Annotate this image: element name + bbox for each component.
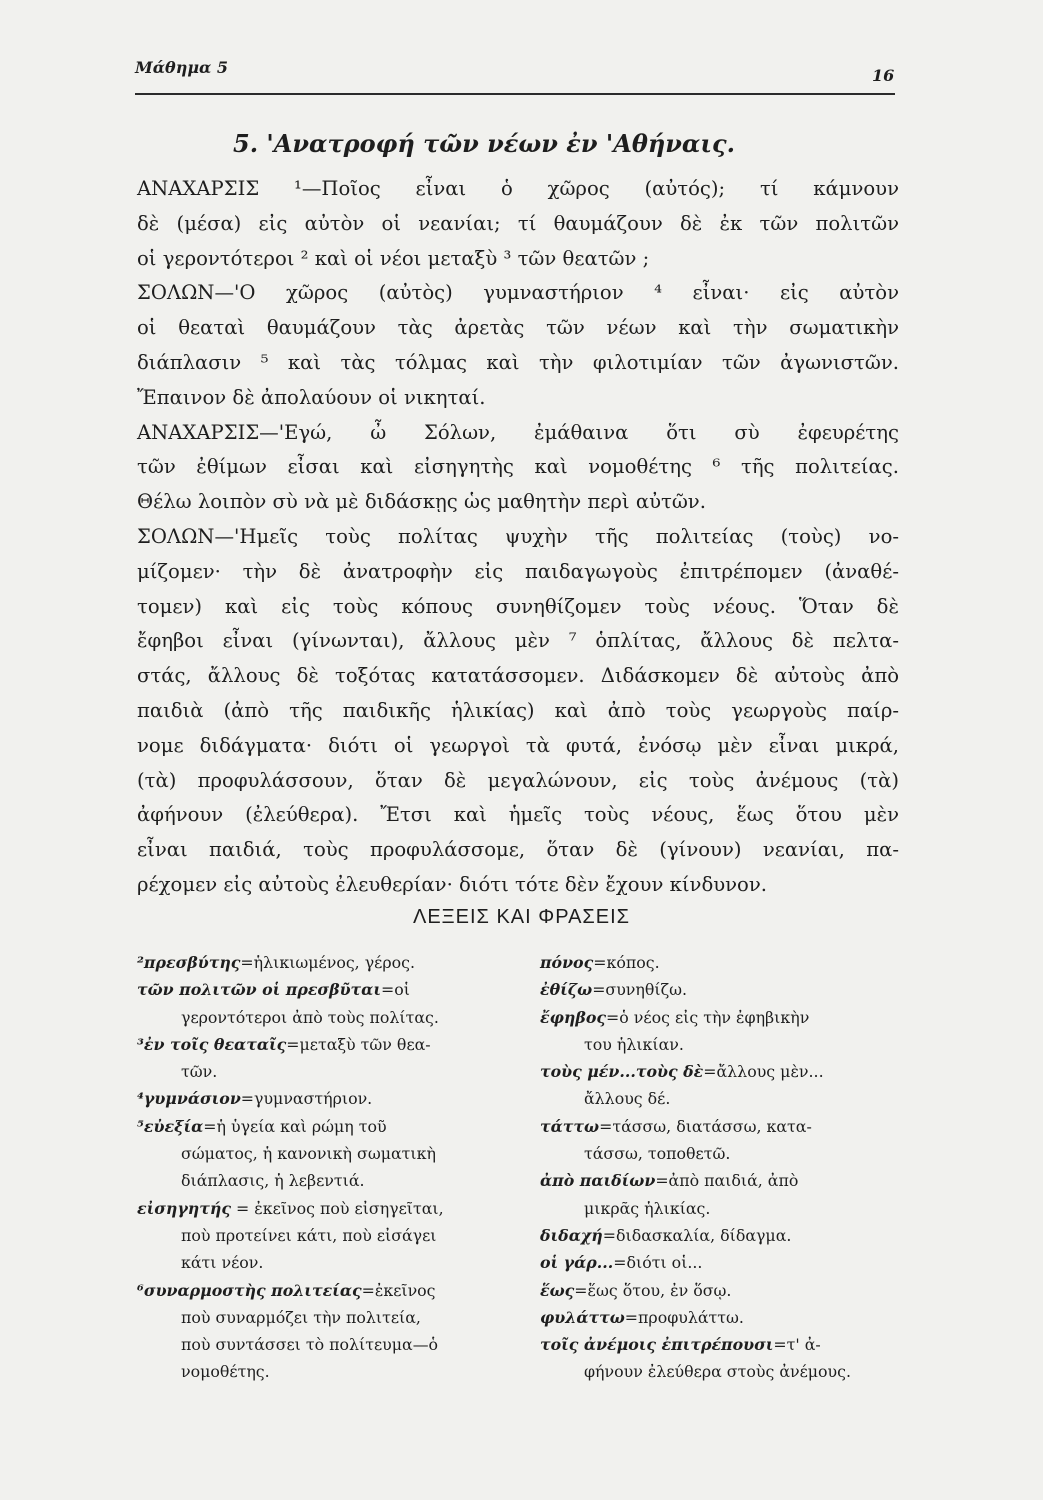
body-line: ἔφηβοι εἶναι (γίνωνται), ἄλλους μὲν ⁷ ὁπλίτας, ἄλλους δὲ πελτα- [137, 629, 899, 653]
glossary-definition: ἄλλους δέ. [584, 1089, 671, 1109]
glossary-entry [540, 1195, 900, 1222]
glossary-definition: κάτι νέον. [181, 1253, 264, 1273]
glossary-entry [540, 1222, 900, 1249]
glossary-definition: =ἄλλους μὲν... [703, 1062, 824, 1082]
body-line: ἀφήνουν (ἐλεύθερα). Ἔτσι καὶ ἡμεῖς τοὺς νέους, ἕως ὅτου μὲν [137, 803, 899, 827]
glossary-term: διδαχή [540, 1225, 603, 1245]
body-line: ρέχομεν εἰς αὐτοὺς ἐλευθερίαν· διότι τότε δὲν ἔχουν κίνδυνον. [137, 872, 767, 896]
vocabulary-heading: ΛΕΞΕΙΣ ΚΑΙ ΦΡΑΣΕΙΣ [412, 906, 631, 928]
glossary-definition: =ἡλικιωμένος, γέρος. [240, 953, 416, 972]
glossary-entry [540, 1031, 900, 1058]
glossary-entry [137, 1004, 499, 1031]
glossary-definition: νομοθέτης. [181, 1362, 270, 1382]
glossary-entry [137, 949, 499, 976]
glossary-definition: ποὺ συντάσσει τὸ πολίτευμα—ὁ [181, 1335, 439, 1355]
glossary-definition: μικρᾶς ἡλικίας. [584, 1198, 711, 1218]
glossary-term: ⁵εὐεξία [137, 1116, 204, 1136]
glossary-term: ⁶συναρμοστὴς πολιτείας [137, 1280, 362, 1300]
glossary-entry [137, 1167, 499, 1194]
glossary-entry [540, 1085, 900, 1112]
glossary-definition: =διδασκαλία, δίδαγμα. [602, 1225, 792, 1245]
glossary-definition: =ἕως ὅτου, ἐν ὅσῳ. [574, 1280, 732, 1300]
glossary-term: εἰσηγητής [137, 1198, 232, 1218]
glossary-entry [540, 1277, 900, 1304]
glossary-entry [540, 949, 900, 976]
glossary-entry [137, 1331, 499, 1358]
header-rule [135, 93, 895, 95]
glossary-entry [137, 1113, 499, 1140]
glossary-definition: =ὁ νέος εἰς τὴν ἐφηβικὴν [606, 1007, 810, 1027]
glossary-definition: =προφυλάττω. [624, 1307, 744, 1327]
body-line: οἱ γεροντότεροι ² καὶ οἱ νέοι μεταξὺ ³ τῶν θεατῶν ; [137, 246, 650, 270]
glossary-entry [137, 1085, 499, 1112]
body-line: παιδιὰ (ἀπὸ τῆς παιδικῆς ἡλικίας) καὶ ἀπὸ τοὺς γεωργοὺς παίρ- [137, 698, 899, 722]
body-line: ΑΝΑΧΑΡΣΙΣ ¹—Ποῖος εἶναι ὁ χῶρος (αὐτός); τί κάμνουν [137, 177, 899, 200]
glossary-entry [540, 1304, 900, 1331]
glossary-term: ⁴γυμνάσιον [137, 1089, 241, 1109]
vocabulary-right-column [540, 949, 900, 1386]
body-line: νομε διδάγματα· διότι οἱ γεωργοὶ τὰ φυτά, ἐνόσῳ μὲν εἶναι μικρά, [137, 733, 899, 757]
glossary-entry [540, 1249, 900, 1276]
body-line: δὲ (μέσα) εἰς αὐτὸν οἱ νεανίαι; τί θαυμάζουν δὲ ἐκ τῶν πολιτῶν [137, 211, 899, 235]
glossary-definition: =ἐκεῖνος [361, 1280, 436, 1300]
glossary-term: τῶν πολιτῶν οἱ πρεσβῦται [137, 980, 381, 1000]
dialogue-text [137, 172, 899, 903]
glossary-definition: =τ' ἀ- [773, 1335, 821, 1355]
glossary-definition: =τάσσω, διατάσσω, κατα- [599, 1116, 812, 1136]
glossary-entry [540, 1331, 900, 1358]
glossary-entry [137, 1358, 499, 1385]
glossary-entry [540, 1167, 900, 1194]
body-line: τομεν) καὶ εἰς τοὺς κόπους συνηθίζομεν τοὺς νέους. Ὅταν δὲ [137, 594, 899, 618]
glossary-entry [137, 1140, 499, 1167]
body-line: Θέλω λοιπὸν σὺ νὰ μὲ διδάσκῃς ὡς μαθητὴν περὶ αὐτῶν. [137, 490, 706, 514]
glossary-definition: διάπλασις, ἡ λεβεντιά. [181, 1171, 365, 1191]
glossary-definition: σώματος, ἡ κανονικὴ σωματικὴ [181, 1144, 436, 1164]
vocabulary-left-column [137, 949, 499, 1386]
glossary-entry [540, 976, 900, 1003]
glossary-entry [137, 1058, 499, 1085]
glossary-definition: τῶν. [181, 1062, 218, 1082]
page-number: 16 [872, 66, 895, 85]
body-line: ΑΝΑΧΑΡΣΙΣ—'Εγώ, ὦ Σόλων, ἐμάθαινα ὅτι σὺ ἐφευρέτης [137, 420, 899, 444]
glossary-term: τοῖς ἀνέμοις ἐπιτρέπουσι [540, 1335, 774, 1355]
body-line: (τὰ) προφυλάσσουν, ὅταν δὲ μεγαλώνουν, εἰς τοὺς ἀνέμους (τὰ) [137, 768, 899, 792]
lesson-title: 5. 'Ανατροφή τῶν νέων ἐν 'Αθήναις. [233, 129, 735, 158]
body-line: ΣΟΛΩΝ—'Ημεῖς τοὺς πολίτας ψυχὴν τῆς πολιτείας (τοὺς) νο- [137, 524, 899, 548]
glossary-entry [540, 1358, 900, 1385]
lesson-label: Μάθημα 5 [135, 58, 229, 77]
body-line: μίζομεν· τὴν δὲ ἀνατροφὴν εἰς παιδαγωγοὺς ἐπιτρέπομεν (ἀναθέ- [137, 559, 899, 583]
body-line: στάς, ἄλλους δὲ τοξότας κατατάσσομεν. Διδάσκομεν δὲ αὐτοὺς ἀπὸ [137, 664, 899, 688]
glossary-term: ²πρεσβύτης [137, 953, 241, 972]
glossary-entry [137, 1031, 499, 1058]
body-line: ΣΟΛΩΝ—'Ο χῶρος (αὐτὸς) γυμναστήριον ⁴ εἶναι· εἰς αὐτὸν [137, 281, 899, 305]
glossary-definition: φήνουν ἐλεύθερα στοὺς ἀνέμους. [584, 1362, 852, 1382]
glossary-term: πόνος [540, 953, 594, 972]
body-line: Ἔπαινον δὲ ἀπολαύουν οἱ νικηταί. [137, 385, 486, 409]
glossary-entry [137, 1222, 499, 1249]
glossary-term: ³ἐν τοῖς θεαταῖς [137, 1034, 287, 1054]
glossary-entry [137, 1304, 499, 1331]
glossary-definition: τάσσω, τοποθετῶ. [584, 1144, 731, 1164]
glossary-entry [540, 1113, 900, 1140]
glossary-entry [540, 1004, 900, 1031]
glossary-definition: =μεταξὺ τῶν θεα- [286, 1034, 431, 1054]
glossary-entry [137, 1249, 499, 1276]
glossary-term: ἕως [540, 1280, 575, 1300]
glossary-term: φυλάττω [540, 1307, 625, 1327]
glossary-definition: του ἡλικίαν. [584, 1034, 684, 1054]
glossary-term: τοὺς μέν...τοὺς δὲ [540, 1062, 704, 1082]
glossary-definition: = ἐκεῖνος ποὺ εἰσηγεῖται, [231, 1198, 444, 1218]
body-line: εἶναι παιδιά, τοὺς προφυλάσσομε, ὅταν δὲ (γίνουν) νεανίαι, πα- [137, 838, 899, 862]
glossary-definition: =οἱ [380, 980, 410, 1000]
glossary-term: ἀπὸ παιδίων [540, 1171, 656, 1191]
glossary-term: τάττω [540, 1116, 600, 1136]
glossary-definition: ποὺ συναρμόζει τὴν πολιτεία, [181, 1307, 421, 1327]
glossary-entry [137, 1277, 499, 1304]
body-line: διάπλασιν ⁵ καὶ τὰς τόλμας καὶ τὴν φιλοτιμίαν τῶν ἀγωνιστῶν. [137, 350, 899, 374]
glossary-definition: =διότι οἱ... [613, 1253, 703, 1273]
glossary-entry [137, 1195, 499, 1222]
glossary-term: οἱ γάρ... [540, 1253, 614, 1273]
glossary-definition: ποὺ προτείνει κάτι, ποὺ εἰσάγει [181, 1225, 437, 1245]
glossary-term: ἐθίζω [540, 980, 593, 1000]
glossary-definition: =κόπος. [593, 953, 660, 972]
glossary-entry [137, 976, 499, 1003]
glossary-definition: γεροντότεροι ἀπὸ τοὺς πολίτας. [181, 1007, 439, 1027]
body-line: οἱ θεαταὶ θαυμάζουν τὰς ἀρετὰς τῶν νέων καὶ τὴν σωματικὴν [137, 316, 899, 340]
glossary-definition: =ἡ ὑγεία καὶ ρώμη τοῦ [203, 1116, 387, 1136]
glossary-definition: =ἀπὸ παιδιά, ἀπὸ [655, 1171, 799, 1191]
glossary-term: ἔφηβος [540, 1007, 607, 1027]
glossary-entry [540, 1058, 900, 1085]
glossary-definition: =γυμναστήριον. [240, 1089, 373, 1109]
glossary-entry [540, 1140, 900, 1167]
glossary-definition: =συνηθίζω. [592, 980, 688, 1000]
body-line: τῶν ἐθίμων εἶσαι καὶ εἰσηγητὴς καὶ νομοθέτης ⁶ τῆς πολιτείας. [137, 455, 899, 479]
